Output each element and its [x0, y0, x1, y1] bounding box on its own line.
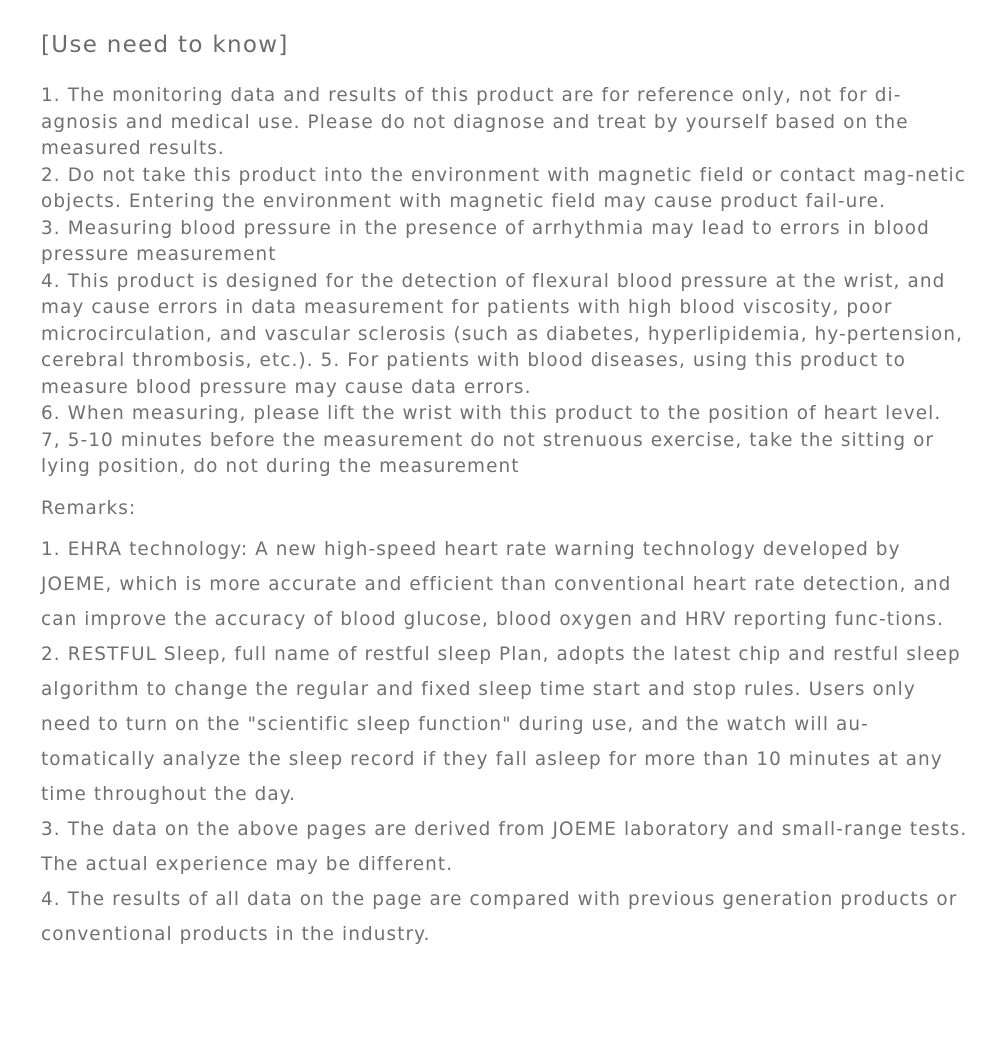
usage-notice-list	[41, 83, 970, 481]
remark-item: 3. The data on the above pages are derived from JOEME laboratory and small-range tests. The actual experience may be different.	[41, 818, 968, 875]
page-heading: [Use need to know]	[41, 32, 289, 58]
remark-item: 1. EHRA technology: A new high-speed heart rate warning technology developed by JOEME, which is more accurate and efficient than conventional heart rate detection, and can improve the accuracy of blood glucose, blood oxygen and HRV reporting func-tions.	[41, 538, 952, 630]
notice-item: 3. Measuring blood pressure in the presence of arrhythmia may lead to errors in blood pressure measurement	[41, 217, 930, 265]
notice-item: 7, 5-10 minutes before the measurement do not strenuous exercise, take the sitting or lying position, do not during the measurement	[41, 429, 935, 477]
remarks-list	[41, 532, 970, 952]
notice-item: 2. Do not take this product into the environment with magnetic field or contact mag-netic objects. Entering the environment with magnetic field may cause product fail-ure.	[41, 164, 966, 212]
remark-item: 2. RESTFUL Sleep, full name of restful sleep Plan, adopts the latest chip and restful sleep algorithm to change the regular and fixed sleep time start and stop rules. Users only need to turn on the "scientific sleep function" during use, and the watch will au-tomatically analyze the sleep record if they fall asleep for more than 10 minutes at any time throughout the day.	[41, 643, 961, 805]
remarks-title: Remarks:	[41, 497, 137, 519]
remark-item: 4. The results of all data on the page are compared with previous generation products or conventional products in the industry.	[41, 888, 958, 945]
notice-item: 6. When measuring, please lift the wrist with this product to the position of heart level.	[41, 403, 942, 424]
notice-item: 4. This product is designed for the detection of flexural blood pressure at the wrist, and may cause errors in data measurement for patients with high blood viscosity, poor microcirculation, and vascular sclerosis (such as diabetes, hyperlipidemia, hy-pertension, cerebral thrombosis, etc.). 5. For patients with blood diseases, using this product to measure blood pressure may cause data errors.	[41, 270, 964, 398]
notice-item: 1. The monitoring data and results of this product are for reference only, not for di-agnosis and medical use. Please do not diagnose and treat by yourself based on the measured results.	[41, 85, 909, 159]
